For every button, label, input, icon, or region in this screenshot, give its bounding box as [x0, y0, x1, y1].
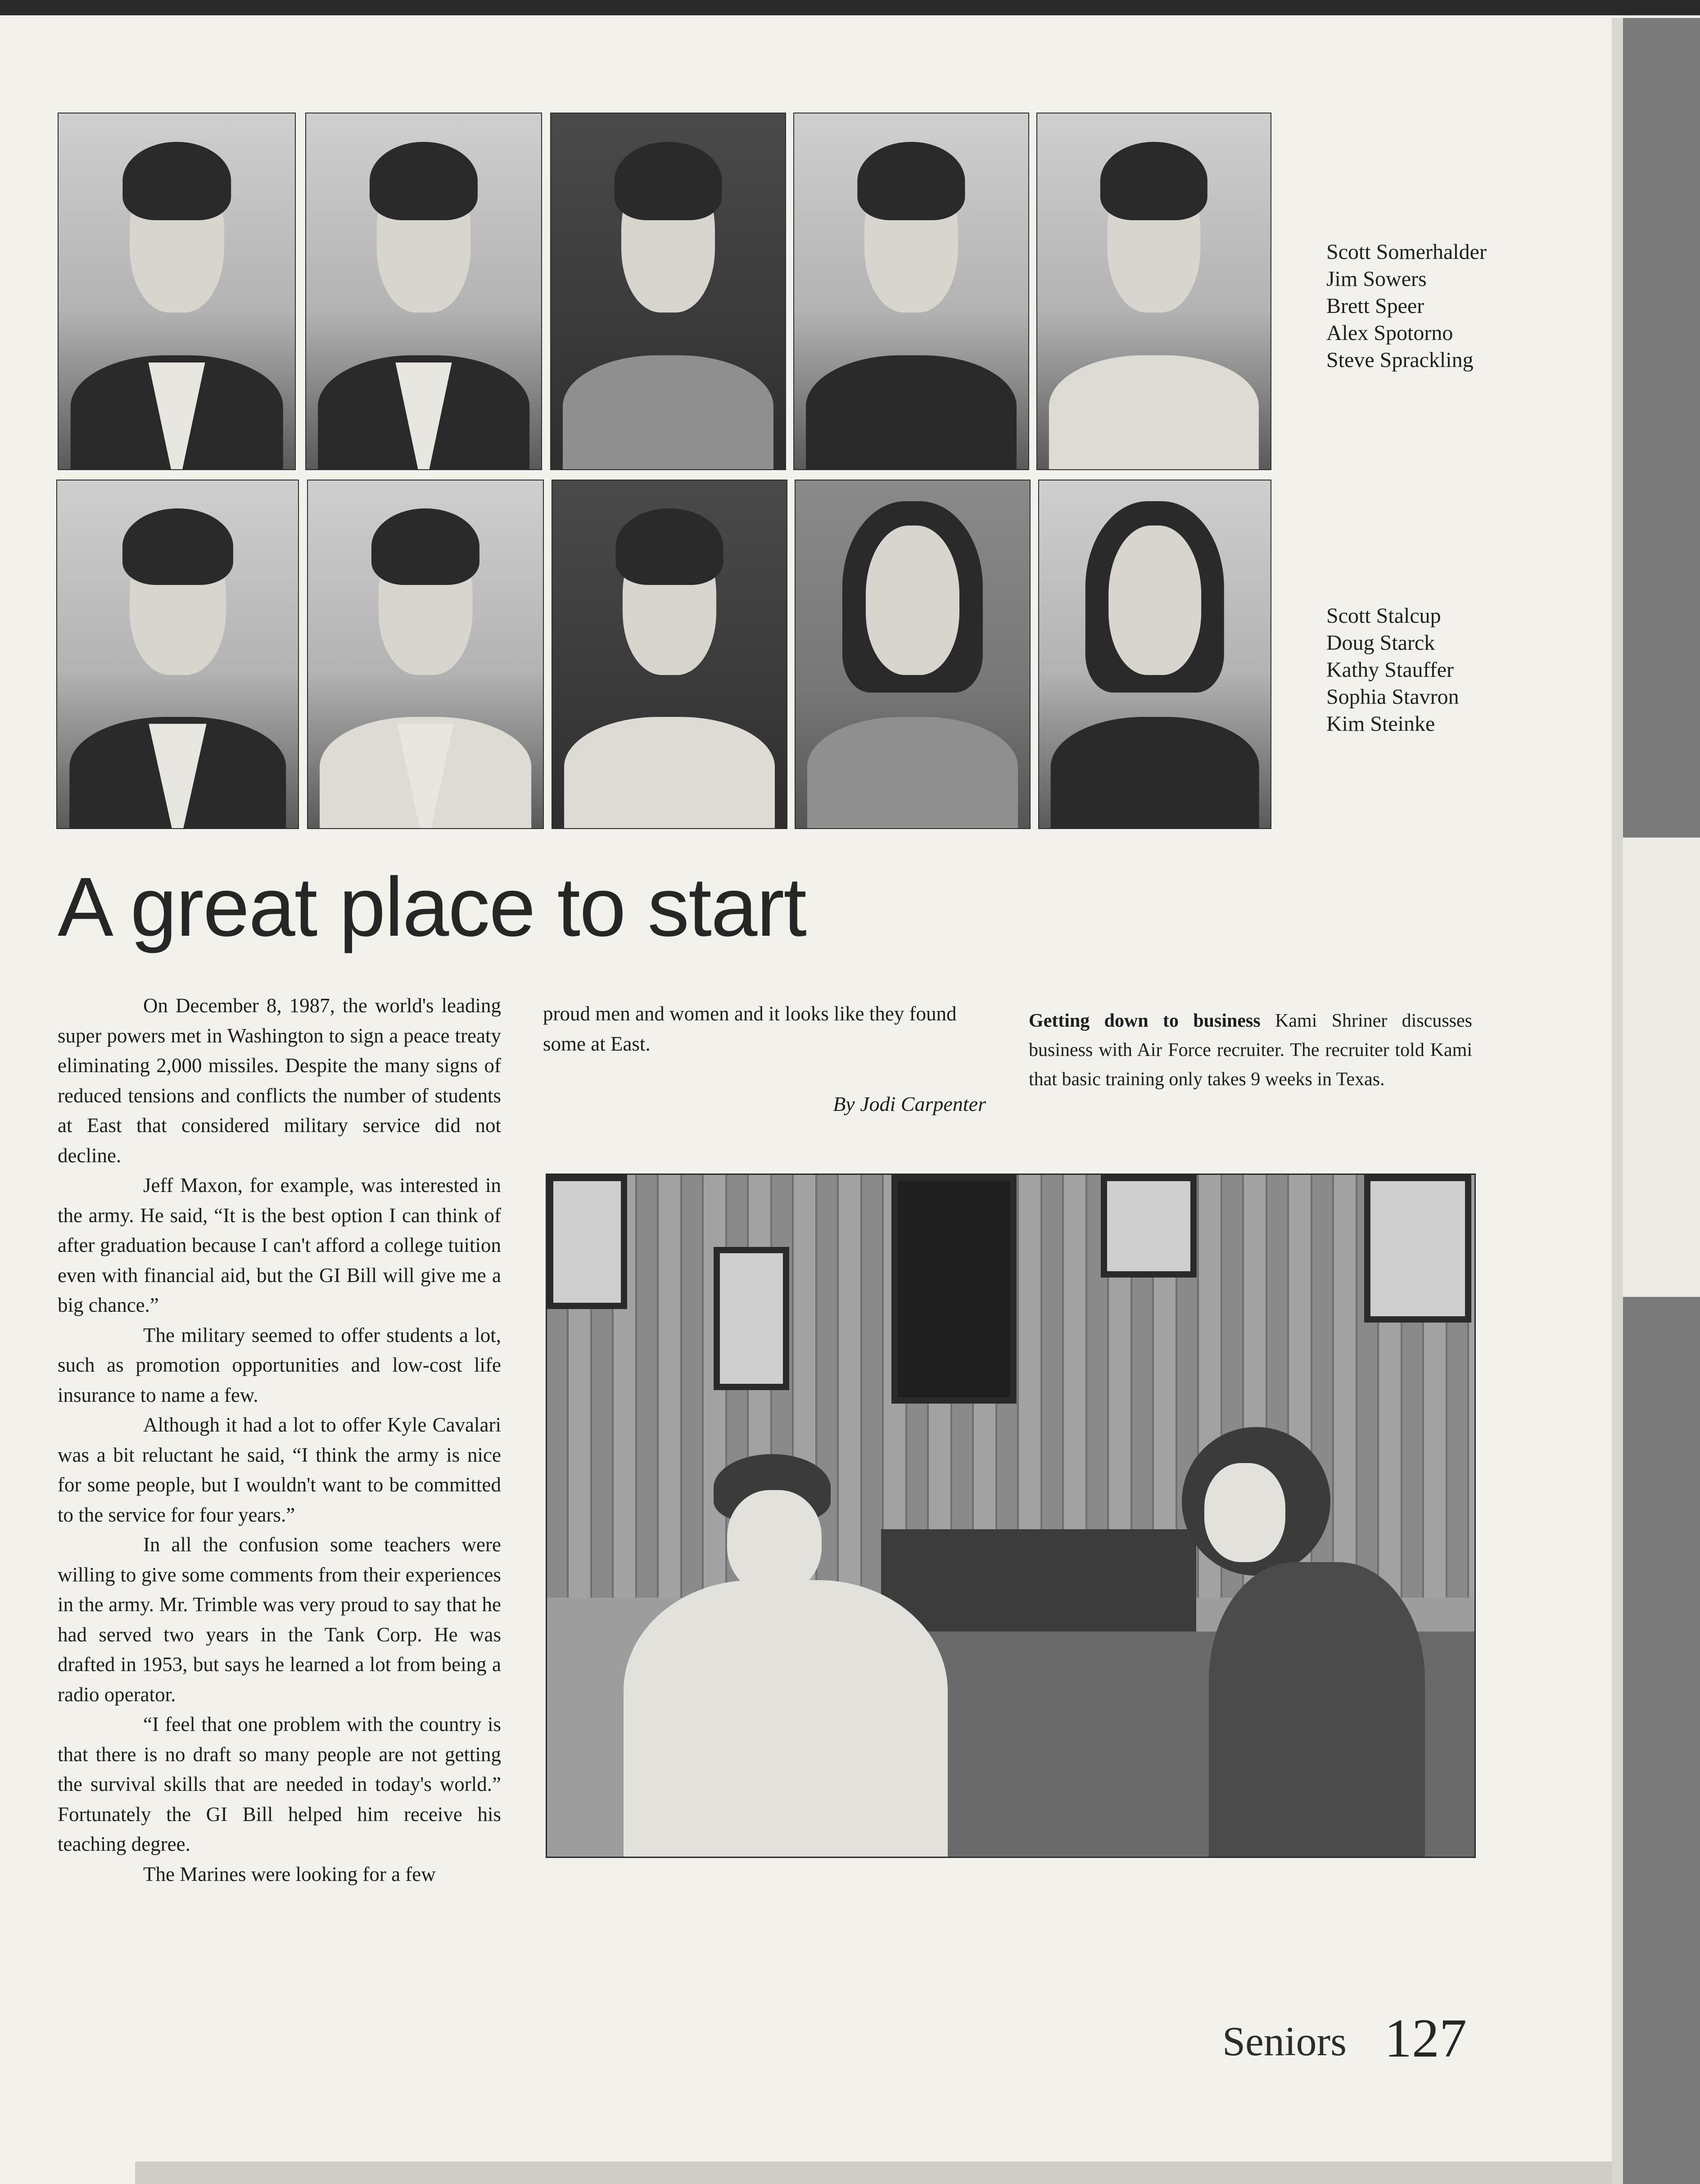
name-6: Scott Stalcup — [1326, 604, 1441, 628]
byline: By Jodi Carpenter — [833, 1092, 986, 1115]
section-label: Seniors — [1222, 2018, 1347, 2064]
portrait-steve-sprackling — [1036, 113, 1271, 470]
name-7: Doug Starck — [1326, 631, 1435, 655]
paragraph-6: “I feel that one problem with the country is that there is no draft so many people are not getting the survival skills that are needed in today's world.” Fortunately the GI Bill helped him receive his teaching degree. — [58, 1713, 501, 1855]
paragraph-1: On December 8, 1987, the world's leading super powers met in Washington to sign a peace treaty eliminating 2,000 missiles. Despite the many signs of reduced tensions and conflicts the number of students at East that considered military service did not decline. — [58, 994, 501, 1167]
name-9: Sophia Stavron — [1326, 685, 1459, 709]
portrait-jim-sowers — [305, 113, 542, 470]
row2-names — [1326, 603, 1459, 738]
name-8: Kathy Stauffer — [1326, 658, 1454, 682]
row1-names — [1326, 239, 1487, 374]
caption-title: Getting down to business — [1029, 1010, 1261, 1031]
framed-picture-right — [1364, 1175, 1471, 1323]
article-column-1 — [58, 991, 501, 1889]
portrait-doug-starck — [307, 480, 544, 829]
paragraph-5: In all the confusion some teachers were willing to give some comments from their experiences in the army. Mr. Trimble was very proud to say that he had served two years in the Tank Corp. He was drafted in 1953, but says he learned a lot from being a radio operator. — [58, 1533, 501, 1706]
article-headline: A great place to start — [58, 861, 806, 954]
name-10: Kim Steinke — [1326, 712, 1435, 736]
portrait-alex-spotorno — [793, 113, 1029, 470]
page-number: 127 — [1384, 2008, 1467, 2069]
name-1: Scott Somerhalder — [1326, 240, 1487, 264]
scan-top-edge — [0, 0, 1700, 15]
portrait-scott-stalcup — [56, 480, 299, 829]
portrait-brett-speer — [550, 113, 786, 470]
portrait-kathy-stauffer — [552, 480, 787, 829]
portrait-sophia-stavron — [795, 480, 1031, 829]
name-4: Alex Spotorno — [1326, 321, 1453, 345]
student-jacket — [1209, 1562, 1425, 1857]
name-3: Brett Speer — [1326, 294, 1424, 318]
binding-edge-middle — [1623, 838, 1700, 1297]
scan-bottom-edge — [135, 2161, 1612, 2184]
paragraph-7: The Marines were looking for a few — [143, 1862, 436, 1885]
binding-edge-bottom — [1623, 1297, 1700, 2184]
portrait-kim-steinke — [1038, 480, 1271, 829]
air-force-poster — [891, 1175, 1017, 1404]
student-face — [1204, 1463, 1285, 1562]
paragraph-8: proud men and women and it looks like they found some at East. — [543, 1002, 957, 1055]
framed-picture-center — [1101, 1175, 1197, 1278]
name-2: Jim Sowers — [1326, 267, 1427, 291]
paragraph-4: Although it had a lot to offer Kyle Cavalari was a bit reluctant he said, “I think the army is nice for some people, but I wouldn't want to be committed to the service for four years.” — [58, 1414, 501, 1526]
recruiter-uniform — [624, 1580, 948, 1857]
page-edge — [1612, 18, 1623, 2184]
framed-certificate — [714, 1247, 789, 1390]
recruiter-face — [727, 1490, 822, 1594]
caption-text: Kami Shriner discusses business with Air Force recruiter. The recruiter told Kami that basic training only takes 9 weeks in Texas. — [1029, 1010, 1472, 1090]
paragraph-3: The military seemed to offer students a lot, such as promotion opportunities and low-cost life insurance to name a few. — [58, 1323, 501, 1406]
name-5: Steve Sprackling — [1326, 348, 1474, 372]
paragraph-2: Jeff Maxon, for example, was interested in the army. He said, “It is the best option I can think of after graduation because I can't afford a college tuition even with financial aid, but the GI Bill will give me a big chance.” — [58, 1174, 501, 1316]
photo-caption — [1029, 1006, 1472, 1094]
recruiter-office-photo — [546, 1174, 1476, 1858]
binding-edge-top — [1623, 18, 1700, 838]
article-column-2 — [543, 999, 986, 1059]
framed-picture-left — [547, 1175, 627, 1309]
portrait-scott-somerhalder — [58, 113, 296, 470]
